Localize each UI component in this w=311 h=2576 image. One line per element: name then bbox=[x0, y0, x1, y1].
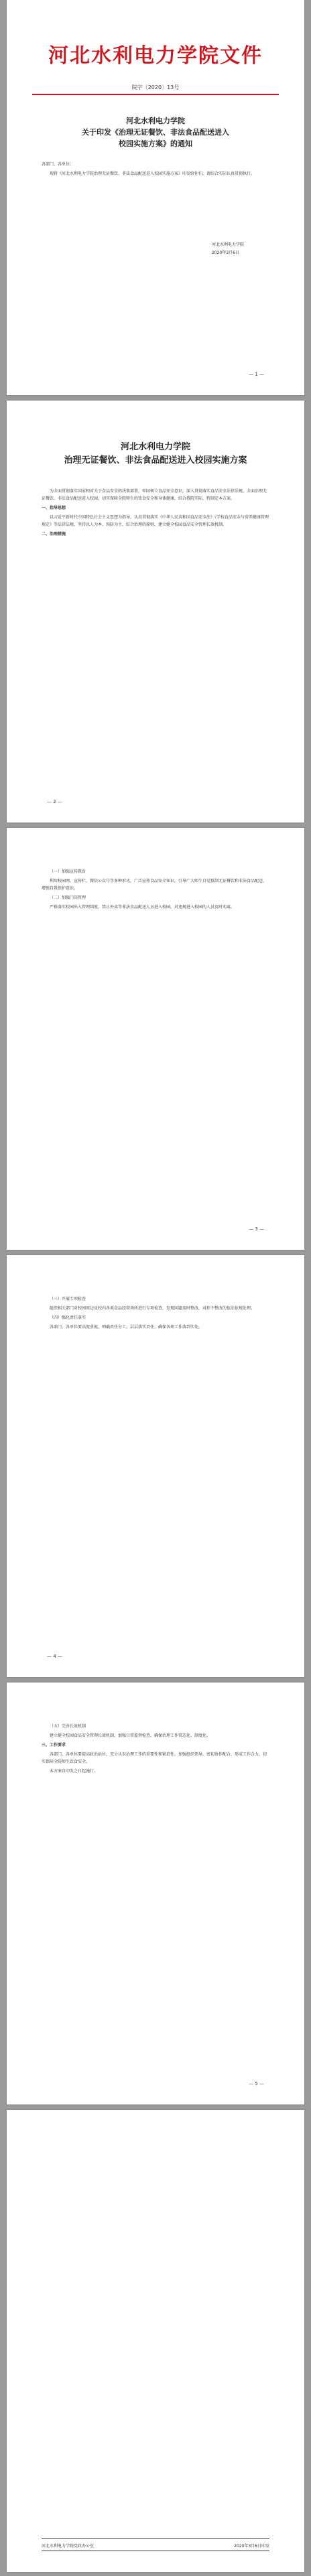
scheme-title-line: 治理无证餐饮、非法食品配送进入校园实施方案 bbox=[64, 455, 247, 466]
footer bbox=[42, 2543, 269, 2549]
notice-title-line: 校园实施方案》的通知 bbox=[119, 139, 192, 148]
scheme-title-line: 河北水利电力学院 bbox=[120, 442, 190, 452]
document-number: 院字〔2020〕13号 bbox=[131, 84, 180, 90]
closing-paragraph: 本方案自印发之日起施行。 bbox=[50, 1769, 99, 1774]
scheme-body bbox=[42, 1295, 269, 1333]
notice-title-line: 关于印发《治理无证餐饮、非法食品配送进入 bbox=[82, 128, 229, 137]
item-heading: （四）强化责任落实 bbox=[50, 1315, 86, 1320]
item-paragraph: 利用校园网、宣传栏、微信公众号等多种形式，广泛宣传食品安全知识，引导广大师生自觉抵制无证餐饮和非法食品配送，增强自我保护意识。 bbox=[42, 879, 267, 891]
notice-title-line: 河北水利电力学院 bbox=[126, 117, 185, 125]
red-divider bbox=[32, 94, 279, 95]
page-2 bbox=[7, 401, 304, 822]
signoff bbox=[212, 241, 244, 257]
item-paragraph: 建立健全校园食品安全管理长效机制，加强日常监督检查，确保治理工作常态化、制度化。 bbox=[50, 1733, 211, 1738]
scheme-body bbox=[42, 488, 269, 540]
item-heading: （二）加强门岗管理 bbox=[50, 896, 86, 900]
scheme-body bbox=[42, 868, 269, 913]
page-number: — 5 — bbox=[249, 2081, 264, 2086]
footer-printed: 2020年3月6日印发 bbox=[234, 2544, 269, 2549]
intro-paragraph: 为全面贯彻落实国家和省关于食品安全的决策部署，牢固树立食品安全意识，深入贯彻落实食品安全法律法规，全面治理无证餐饮、非法食品配送进入校园，切实保障全院师生的饮食安全和身体健康，结合我院实际，特制定本方案。 bbox=[42, 489, 267, 501]
page-6 bbox=[7, 2110, 304, 2572]
page-1 bbox=[7, 0, 304, 395]
page-number: — 2 — bbox=[47, 799, 62, 804]
footer-office: 河北水利电力学院党政办公室 bbox=[42, 2544, 95, 2549]
footer-divider-top bbox=[42, 2538, 269, 2539]
item-paragraph: 组织相关部门对校园周边及校内各类食品经营场所进行专项检查，发现问题及时整改，对拒不整改的依法依规处理。 bbox=[50, 1306, 255, 1311]
item-paragraph: 各部门、各单位要高度重视，明确责任分工，层层落实责任，确保各项工作落到实处。 bbox=[50, 1325, 203, 1330]
salutation: 各部门、各单位： bbox=[42, 162, 74, 167]
page-4 bbox=[7, 1255, 304, 1677]
section-heading: 一、指导思想 bbox=[42, 506, 66, 510]
page-number: — 3 — bbox=[249, 1226, 264, 1232]
section-paragraph: 各部门、各单位要提高政治站位，充分认识治理工作的重要性和紧迫性，加强组织领导，密切协作配合，形成工作合力，切实保障全院师生饮食安全。 bbox=[42, 1752, 267, 1764]
section-heading: 二、治理措施 bbox=[42, 532, 66, 536]
notice-paragraph: 现将《河北水利电力学院治理无证餐饮、非法食品配送进入校园实施方案》印发给你们，请结合实际认真贯彻执行。 bbox=[50, 171, 255, 176]
signer: 河北水利电力学院 bbox=[211, 242, 244, 247]
page-number: — 4 — bbox=[47, 1654, 62, 1659]
scheme-body bbox=[42, 1723, 269, 1777]
sign-date: 2020年3月6日 bbox=[211, 251, 239, 255]
item-heading: （一）加强宣传教育 bbox=[50, 869, 86, 874]
page-3 bbox=[7, 828, 304, 1250]
item-heading: （三）开展专项检查 bbox=[50, 1297, 86, 1301]
notice-body bbox=[42, 161, 269, 180]
scheme-title bbox=[7, 441, 304, 468]
section-paragraph: 以习近平新时代中国特色社会主义思想为指导，认真贯彻落实《中华人民共和国食品安全法》《学校食品安全与营养健康管理规定》等法律法规，坚持以人为本、预防为主、综合治理的原则，建立健全校园食品安全管理长效机制。 bbox=[42, 515, 269, 527]
section-heading: 三、工作要求 bbox=[42, 1743, 66, 1747]
document-title: 河北水利电力学院文件 bbox=[48, 44, 263, 68]
page-5 bbox=[7, 1683, 304, 2104]
notice-title bbox=[7, 115, 304, 149]
item-paragraph: 严格落实校园出入管理制度，禁止外卖等非法食品配送人员进入校园，对违规进入校园的人员及时劝离。 bbox=[50, 905, 235, 910]
page-number: — 1 — bbox=[249, 372, 264, 377]
item-heading: （五）完善长效机制 bbox=[50, 1724, 86, 1729]
